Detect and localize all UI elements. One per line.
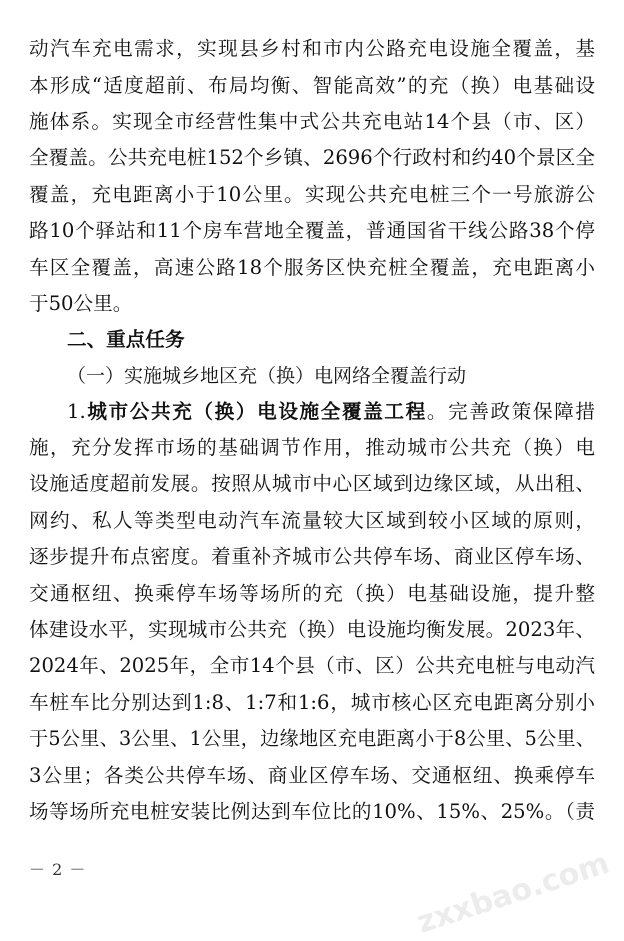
paragraph-line: 网约、私人等类型电动汽车流量较大区域到较小区域的原则， — [29, 509, 595, 532]
watermark: zxxbao.com — [413, 845, 614, 941]
paragraph-line: 施，充分发挥市场的基础调节作用，推动城市公共充（换）电 — [29, 436, 595, 459]
item-number: 1. — [67, 400, 86, 423]
paragraph-line: 于5公里、3公里、1公里，边缘地区充电距离小于8公里、5公里、 — [29, 727, 595, 750]
subsection-heading: （一）实施城乡地区充（换）电网络全覆盖行动 — [67, 365, 467, 387]
paragraph-line: 逐步提升布点密度。着重补齐城市公共停车场、商业区停车场、 — [29, 545, 595, 568]
paragraph-line: 动汽车充电需求，实现县乡村和市内公路充电设施全覆盖，基 — [29, 37, 595, 60]
paragraph-line: 于50公里。 — [29, 292, 133, 315]
paragraph-line: 车桩车比分别达到1:8、1:7和1:6，城市核心区充电距离分别小 — [29, 691, 595, 714]
section-heading: 二、重点任务 — [67, 328, 185, 351]
item-first-line — [67, 398, 595, 426]
paragraph-line: 全覆盖。公共充电桩152个乡镇、2696个行政村和约40个景区全 — [29, 146, 595, 169]
paragraph-line: 2024年、2025年，全市14个县（市、区）公共充电桩与电动汽 — [29, 654, 595, 677]
page-number: － 2 － — [29, 860, 87, 879]
paragraph-line: 路10个驿站和11个房车营地全覆盖，普通国省干线公路38个停 — [29, 219, 595, 242]
item-title: 城市公共充（换）电设施全覆盖工程 — [85, 400, 427, 423]
paragraph-line: 交通枢纽、换乘停车场等场所的充（换）电基础设施，提升整 — [29, 582, 595, 605]
paragraph-line: 本形成“适度超前、布局均衡、智能高效”的充（换）电基础设 — [29, 74, 595, 97]
paragraph-line: 车区全覆盖，高速公路18个服务区快充桩全覆盖，充电距离小 — [29, 256, 595, 279]
paragraph-line: 覆盖，充电距离小于10公里。实现公共充电桩三个一号旅游公 — [29, 183, 595, 206]
item-first-rest: 。完善政策保障措 — [426, 400, 596, 423]
paragraph-line: 施体系。实现全市经营性集中式公共充电站14个县（市、区） — [29, 110, 595, 133]
paragraph-line: 设施适度超前发展。按照从城市中心区域到边缘区域，从出租、 — [29, 472, 595, 495]
paragraph-line: 体建设水平，实现城市公共充（换）电设施均衡发展。2023年、 — [29, 618, 595, 641]
paragraph-line: 3公里；各类公共停车场、商业区停车场、交通枢纽、换乘停车 — [29, 764, 595, 787]
paragraph-line: 场等场所充电桩安装比例达到车位比的10%、15%、25%。（责 — [29, 800, 595, 823]
